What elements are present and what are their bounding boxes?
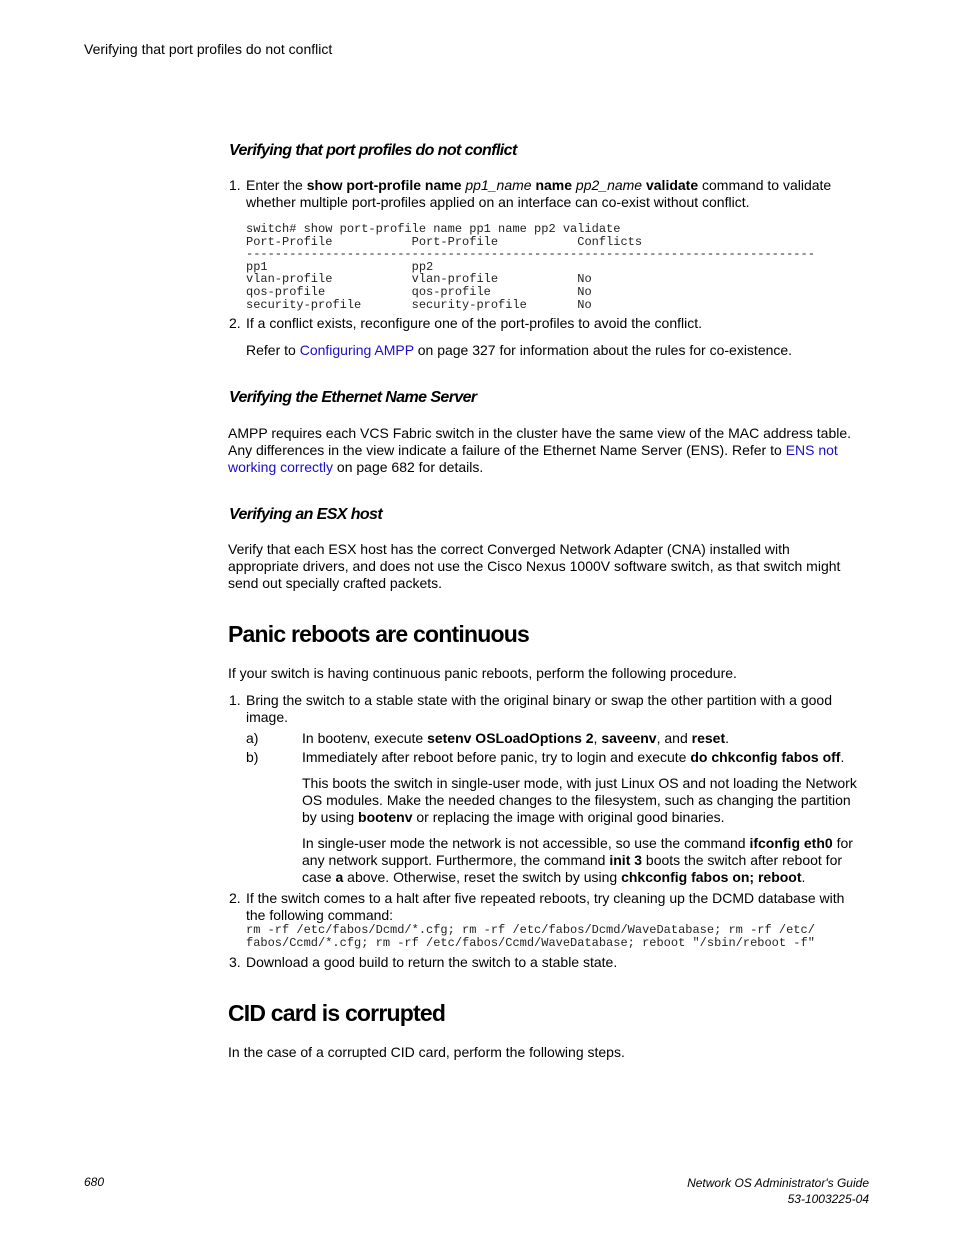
step-number: 2. <box>229 315 241 331</box>
step-number: 1. <box>229 692 241 708</box>
substep-paragraph: In single-user mode the network is not accessible, so use the command ifconfig eth0 for any network support. Furthermore, the command init 3 boots the switch after reboot for case a above. Otherwise, reset the switch by using chkconfig fabos on; reboot. <box>302 835 853 885</box>
substep-letter: a) <box>246 730 259 746</box>
link-configuring-ampp[interactable]: Configuring AMPP <box>299 342 414 358</box>
substep-text: In bootenv, execute setenv OSLoadOptions 2, saveenv, and reset. <box>302 730 729 746</box>
step-number: 3. <box>229 954 241 970</box>
paragraph-panic-intro: If your switch is having continuous panic reboots, perform the following procedure. <box>228 665 737 681</box>
step-number: 2. <box>229 890 241 906</box>
code-block-cleanup: rm -rf /etc/fabos/Dcmd/*.cfg; rm -rf /etc/fabos/Dcmd/WaveDatabase; rm -rf /etc/ fabos/Ccmd/*.cfg; rm -rf /etc/fabos/Ccmd/WaveDatabase; reboot "/sbin/reboot -f" <box>246 923 815 950</box>
heading-cid-card: CID card is corrupted <box>228 1000 446 1026</box>
step-text: Download a good build to return the switch to a stable state. <box>246 954 618 970</box>
step-text: If a conflict exists, reconfigure one of the port-profiles to avoid the conflict. <box>246 315 703 331</box>
doc-number: 53-1003225-04 <box>787 1192 869 1206</box>
substep-paragraph: This boots the switch in single-user mode, with just Linux OS and not loading the Network OS modules. Make the needed changes to the filesystem, such as changing the partition by using bootenv or replacing the image with original good binaries. <box>302 775 857 825</box>
running-header: Verifying that port profiles do not conflict <box>84 41 333 57</box>
paragraph-cid-intro: In the case of a corrupted CID card, perform the following steps. <box>228 1044 625 1060</box>
section-heading-esx: Verifying an ESX host <box>229 506 383 523</box>
page-number: 680 <box>84 1175 105 1189</box>
step-text: Bring the switch to a stable state with the original binary or swap the other partition with a good image. <box>246 692 832 725</box>
paragraph-esx: Verify that each ESX host has the correct Converged Network Adapter (CNA) installed with appropriate drivers, and does not use the Cisco Nexus 1000V software switch, as that switch might send out specially crafted packets. <box>228 541 841 591</box>
code-block-validate: switch# show port-profile name pp1 name pp2 validate Port-Profile Port-Profile Conflicts ------------------------------------------------------------------------------- pp1 pp2 vlan-profile vlan-profile No qos-profile qos-profile No security-profile security-profile No <box>246 222 815 312</box>
substep-letter: b) <box>246 749 259 765</box>
step-text: If the switch comes to a halt after five repeated reboots, try cleaning up the DCMD database with the following command: <box>246 890 845 923</box>
link-ens-not-working-cont[interactable]: working correctly <box>228 459 334 475</box>
heading-panic-reboots: Panic reboots are continuous <box>228 621 529 647</box>
step-text: Enter the show port-profile name pp1_name name pp2_name validate command to validate whether multiple port-profiles applied on an interface can co-exist without conflict. <box>246 177 832 210</box>
footer-doc-info <box>687 1175 869 1207</box>
guide-title: Network OS Administrator's Guide <box>687 1176 869 1190</box>
step-number: 1. <box>229 177 241 193</box>
refer-paragraph: Refer to Configuring AMPP on page 327 for information about the rules for co-existence. <box>246 342 793 358</box>
section-heading-ens: Verifying the Ethernet Name Server <box>229 389 477 406</box>
section-heading-port-profiles: Verifying that port profiles do not conflict <box>229 142 517 159</box>
paragraph-ens: AMPP requires each VCS Fabric switch in the cluster have the same view of the MAC address table. Any differences in the view indicate a failure of the Ethernet Name Server (ENS). Refer to ENS not working correctly on page 682 for details. <box>228 425 852 475</box>
substep-text: Immediately after reboot before panic, try to login and execute do chkconfig fabos off. <box>302 749 845 765</box>
link-ens-not-working[interactable]: ENS not <box>785 442 838 458</box>
